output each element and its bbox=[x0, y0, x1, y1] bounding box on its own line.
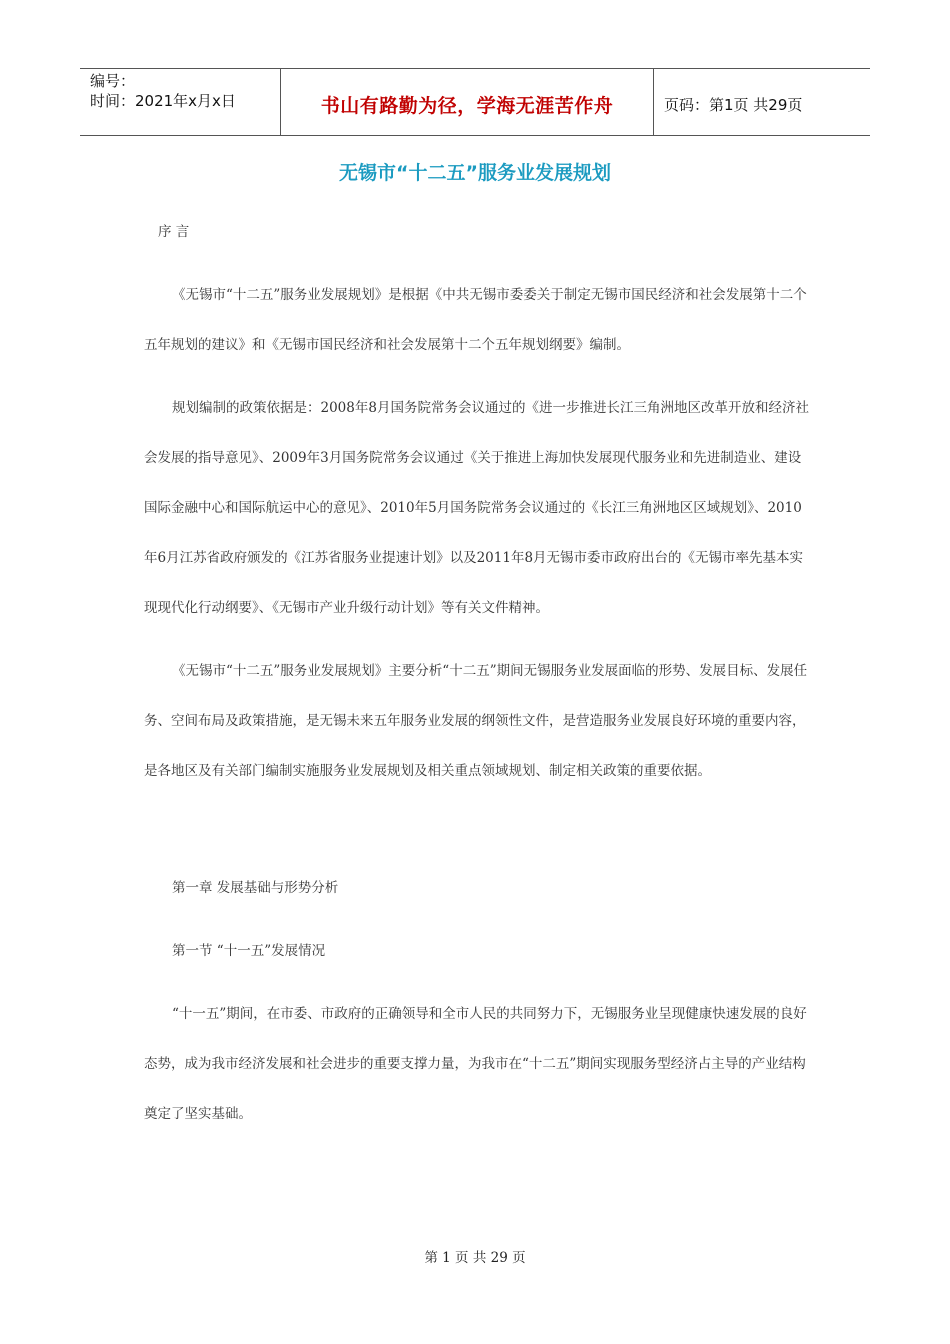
time-label: 时间：2021年x月x日 bbox=[90, 92, 236, 110]
paragraph-3: 《无锡市“十二五”服务业发展规划》主要分析“十二五”期间无锡服务业发展面临的形势、发展目标、发展任务、空间布局及政策措施，是无锡未来五年服务业发展的纲领性文件，是营造服务业发展良好环境的重要内容，是各地区及有关部门编制实施服务业发展规划及相关重点领域规划、制定相关政策的重要依据。 bbox=[144, 663, 808, 779]
page-code: 页码：第1页 共29页 bbox=[664, 95, 803, 114]
section-heading: 第一节 “十一五”发展情况 bbox=[172, 943, 326, 959]
page-footer: 第 1 页 共 29 页 bbox=[424, 1250, 526, 1266]
header-motto-cell bbox=[281, 69, 654, 135]
header-page-cell bbox=[654, 69, 870, 135]
paragraph-2: 规划编制的政策依据是：2008年8月国务院常务会议通过的《进一步推进长江三角洲地区改革开放和经济社会发展的指导意见》、2009年3月国务院常务会议通过《关于推进上海加快发展现代服务业和先进制造业、建设国际金融中心和国际航运中心的意见》、2010年5月国务院常务会议通过的《长江三角洲地区区域规划》、2010年6月江苏省政府颁发的《江苏省服务业提速计划》以及2011年8月无锡市委市政府出台的《无锡市率先基本实现现代化行动纲要》、《无锡市产业升级行动计划》等有关文件精神。 bbox=[144, 400, 809, 616]
document-title: 无锡市“十二五”服务业发展规划 bbox=[339, 162, 611, 184]
chapter-heading: 第一章 发展基础与形势分析 bbox=[172, 880, 339, 896]
header-meta-cell bbox=[80, 69, 281, 135]
section-paragraph: “十一五”期间，在市委、市政府的正确领导和全市人民的共同努力下，无锡服务业呈现健康快速发展的良好态势，成为我市经济发展和社会进步的重要支撑力量，为我市在“十二五”期间实现服务型经济占主导的产业结构奠定了坚实基础。 bbox=[144, 1006, 807, 1122]
preface-heading: 序 言 bbox=[158, 224, 190, 240]
paragraph-1: 《无锡市“十二五”服务业发展规划》是根据《中共无锡市委委关于制定无锡市国民经济和社会发展第十二个五年规划的建议》和《无锡市国民经济和社会发展第十二个五年规划纲要》编制。 bbox=[144, 287, 807, 353]
motto-text: 书山有路勤为径，学海无涯苦作舟 bbox=[320, 94, 614, 117]
number-label: 编号： bbox=[90, 72, 136, 90]
document-body bbox=[144, 207, 810, 1139]
document-header bbox=[80, 68, 870, 136]
